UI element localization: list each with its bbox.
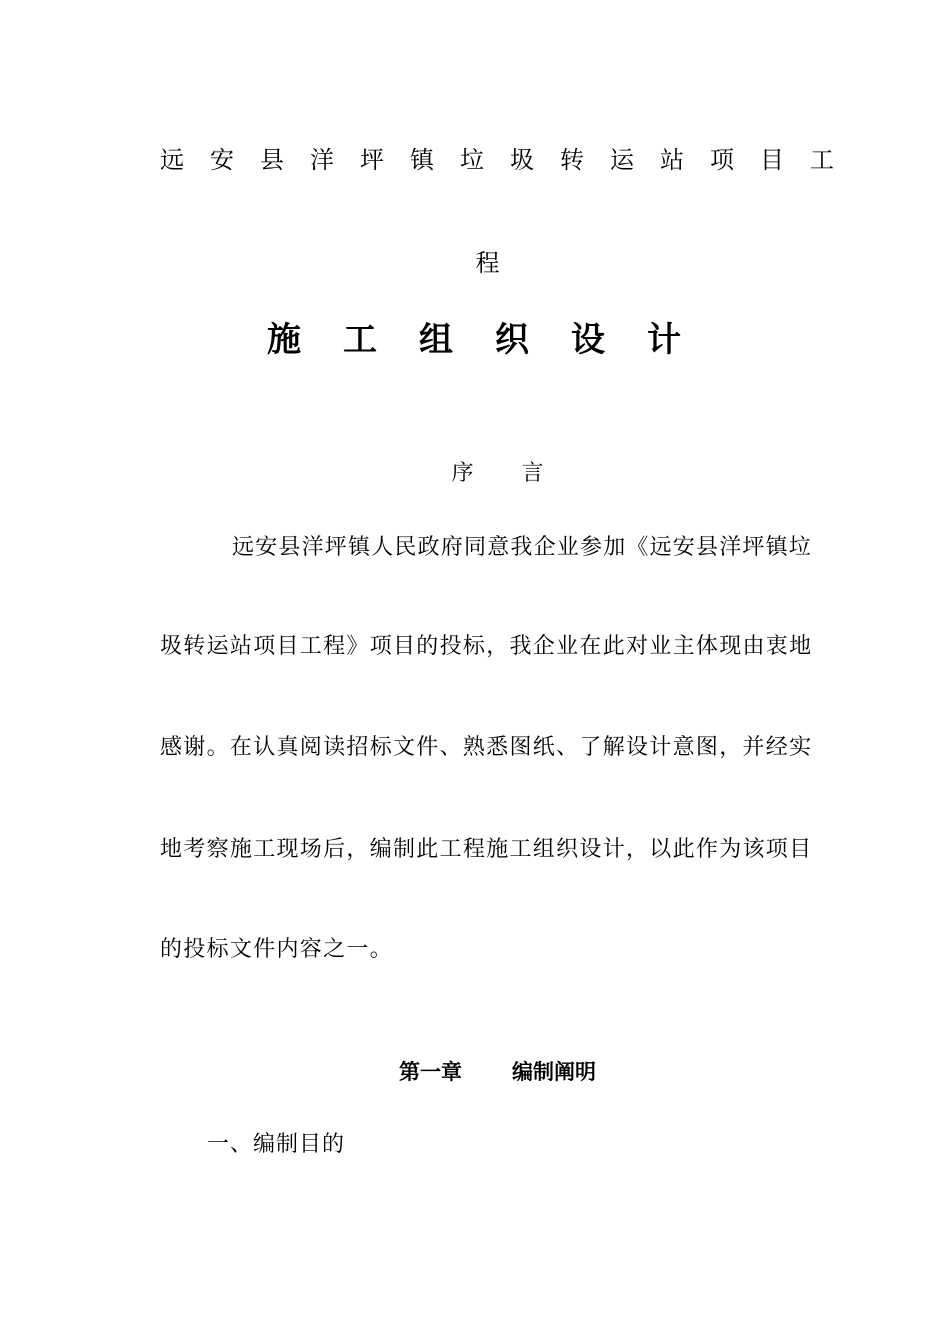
preface-paragraph-line: 感谢。在认真阅读招标文件、熟悉图纸、了解设计意图，并经实	[160, 735, 813, 760]
preface-heading-left: 序	[451, 461, 474, 486]
section-heading: 一、编制目的	[207, 1132, 346, 1157]
document-title-line-1: 远安县洋坪镇垃圾转运站项目工	[160, 146, 860, 174]
preface-paragraph-line: 圾转运站项目工程》项目的投标，我企业在此对业主体现由衷地	[160, 634, 813, 659]
main-title: 施工组织设计	[267, 320, 723, 360]
chapter-title: 编制阐明	[512, 1059, 596, 1084]
document-title-line-2: 程	[475, 249, 500, 277]
preface-heading	[0, 459, 950, 489]
preface-paragraph-line: 地考察施工现场后，编制此工程施工组织设计，以此作为该项目	[160, 837, 813, 862]
chapter-heading	[0, 1057, 950, 1087]
preface-paragraph-line: 的投标文件内容之一。	[160, 937, 394, 962]
chapter-number: 第一章	[399, 1059, 462, 1084]
preface-heading-right: 言	[521, 461, 544, 486]
preface-paragraph-line: 远安县洋坪镇人民政府同意我企业参加《远安县洋坪镇垃	[232, 535, 813, 560]
